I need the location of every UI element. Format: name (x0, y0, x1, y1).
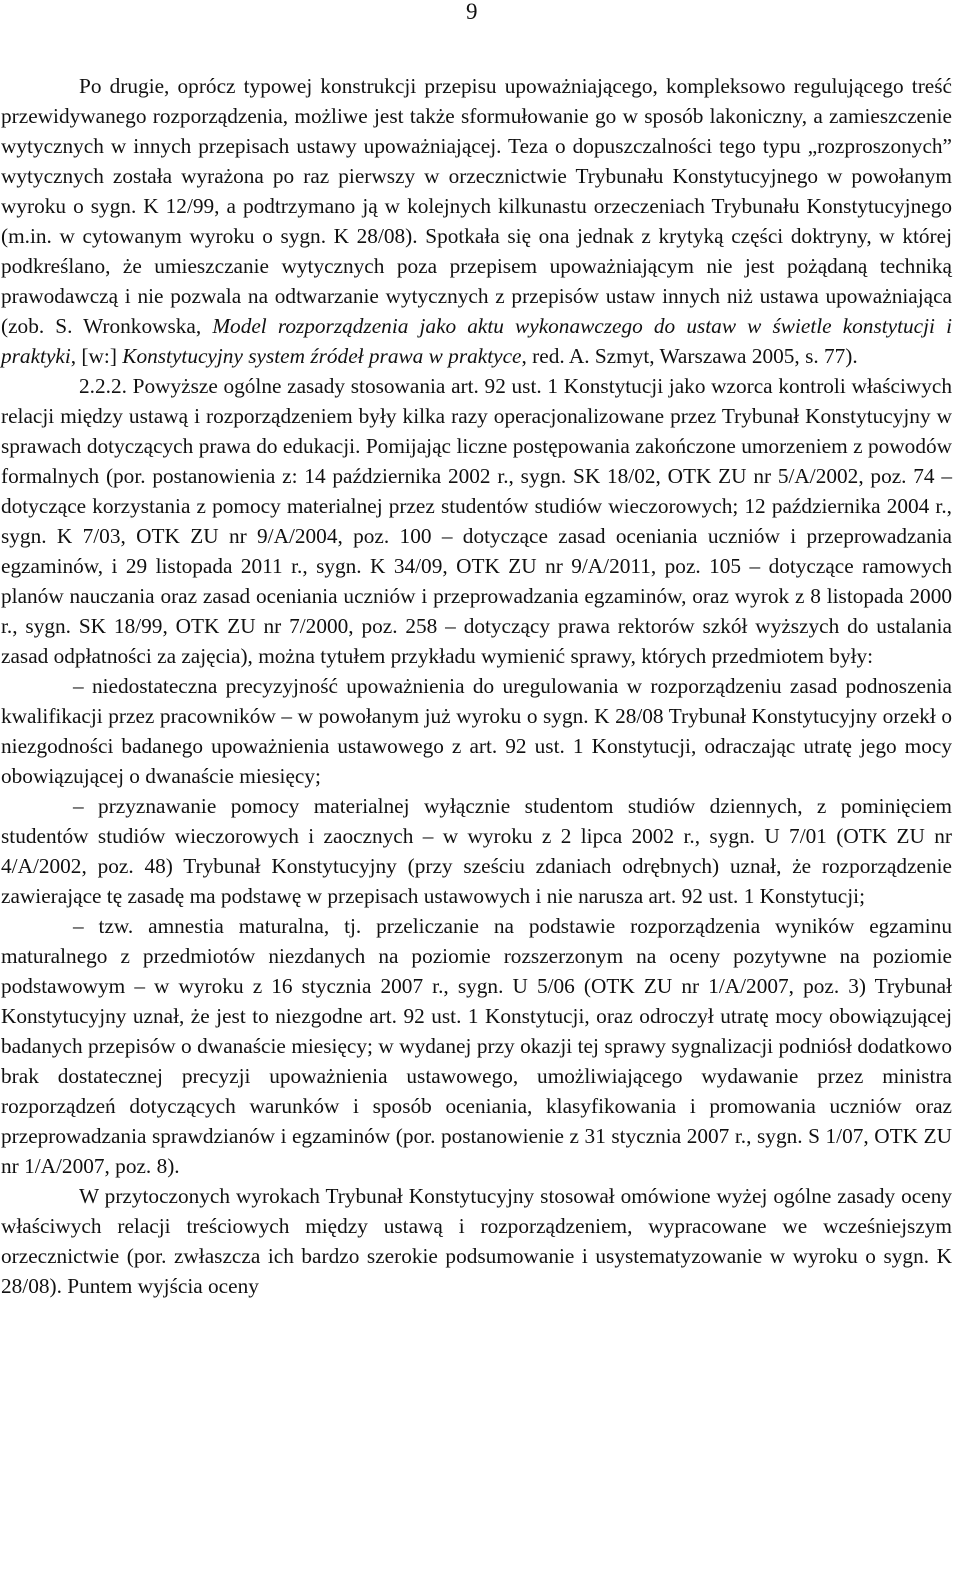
list-item: – przyznawanie pomocy materialnej wyłącznie studentom studiów dziennych, z pominięciem studentów studiów wieczorowych i zaocznych – w wyroku z 2 lipca 2002 r., sygn. U 7/01 (OTK ZU nr 4/A/2002, poz. 48) Trybunał Konstytucyjny (przy sześciu zdaniach odrębnych) uznał, że rozporządzenie zawierające tę zasadę ma podstawę w przepisach ustawowych i nie narusza art. 92 ust. 1 Konstytucji; (1, 794, 952, 908)
document-body (1, 71, 952, 1301)
cited-book-title: Konstytucyjny system źródeł prawa w praktyce (122, 344, 522, 368)
list-item: – niedostateczna precyzyjność upoważnienia do uregulowania w rozporządzeniu zasad podnoszenia kwalifikacji przez pracowników – w powołanym już wyroku o sygn. K 28/08 Trybunał Konstytucyjny orzekł o niezgodności badanego upoważnienia ustawowego z art. 92 ust. 1 Konstytucji, odraczając utratę jego mocy obowiązującej o dwanaście miesięcy; (1, 674, 952, 788)
page-number: 9 (466, 0, 478, 24)
paragraph-summary: W przytoczonych wyrokach Trybunał Konstytucyjny stosował omówione wyżej ogólne zasady oceny właściwych relacji treściowych między ustawą i rozporządzeniem, wypracowane we wcześniejszym orzecznictwie (por. zwłaszcza ich bardzo szerokie podsumowanie i usystematyzowanie w wyroku o sygn. K 28/08). Puntem wyjścia oceny (1, 1184, 952, 1298)
paragraph-text: , red. A. Szmyt, Warszawa 2005, s. 77). (521, 344, 858, 368)
paragraph-section-2-2-2: 2.2.2. Powyższe ogólne zasady stosowania art. 92 ust. 1 Konstytucji jako wzorca kontroli właściwych relacji między ustawą i rozporządzeniem były kilka razy operacjonalizowane przez Trybunał Konstytucyjny w sprawach dotyczących prawa do edukacji. Pomijając liczne postępowania zakończone umorzeniem z powodów formalnych (por. postanowienia z: 14 października 2002 r., sygn. SK 18/02, OTK ZU nr 5/A/2002, poz. 74 – dotyczące korzystania z pomocy materialnej przez studentów studiów wieczorowych; 12 października 2004 r., sygn. K 7/03, OTK ZU nr 9/A/2004, poz. 100 – dotyczące zasad oceniania uczniów i przeprowadzania egzaminów, i 29 listopada 2011 r., sygn. K 34/09, OTK ZU nr 9/A/2011, poz. 105 – dotyczące ramowych planów nauczania oraz zasad oceniania uczniów i przeprowadzania egzaminów, oraz wyrok z 8 listopada 2000 r., sygn. SK 18/99, OTK ZU nr 7/2000, poz. 258 – dotyczący prawa rektorów szkół wyższych do ustalania zasad odpłatności za zajęcia), można tytułem przykładu wymienić sprawy, których przedmiotem były: (1, 374, 952, 668)
paragraph-rozproszone-wytyczne (1, 71, 952, 371)
paragraph-text: Po drugie, oprócz typowej konstrukcji przepisu upoważniającego, kompleksowo regulującego treść przewidywanego rozporządzenia, możliwe jest także sformułowanie go w sposób lakoniczny, a zamieszczenie wytycznych w innych przepisach ustawy upoważniającej. Teza o dopuszczalności tego typu „rozproszonych” wytycznych została wyrażona po raz pierwszy w orzecznictwie Trybunału Konstytucyjnego w powołanym wyroku o sygn. K 12/99, a podtrzymano ją w kolejnych kilkunastu orzeczeniach Trybunału Konstytucyjnego (m.in. w cytowanym wyroku o sygn. K 28/08). Spotkała się ona jednak z krytyką części doktryny, w której podkreślano, że umieszczanie wytycznych poza przepisem upoważniającym nie jest pożądaną techniką prawodawczą i nie pozwala na odtwarzanie wytycznych z przepisów ustaw innych niż ustawa upoważniająca (zob. S. Wronkowska, (1, 74, 952, 338)
cited-article-title: Model rozporządzenia jako aktu wykonawczego do ustaw w świetle konstytucji i praktyki (1, 314, 952, 368)
paragraph-text: , [w:] (70, 344, 123, 368)
list-item: – tzw. amnestia maturalna, tj. przeliczanie na podstawie rozporządzenia wyników egzaminu maturalnego z przedmiotów niezdanych na poziomie rozszerzonym na oceny pozytywne na poziomie podstawowym – w wyroku z 16 stycznia 2007 r., sygn. U 5/06 (OTK ZU nr 1/A/2007, poz. 3) Trybunał Konstytucyjny uznał, że jest to niezgodne art. 92 ust. 1 Konstytucji, oraz odroczył utratę mocy obowiązującej badanych przepisów o dwanaście miesięcy; w wydanej przy okazji tej sprawy sygnalizacji podniósł dodatkowo brak dostatecznej precyzji upoważnienia ustawowego, umożliwiającego wydawanie przez ministra rozporządzeń dotyczących warunków i sposób oceniania, klasyfikowania i promowania uczniów oraz przeprowadzania sprawdzianów i egzaminów (por. postanowienie z 31 stycznia 2007 r., sygn. S 1/07, OTK ZU nr 1/A/2007, poz. 8). (1, 914, 952, 1178)
